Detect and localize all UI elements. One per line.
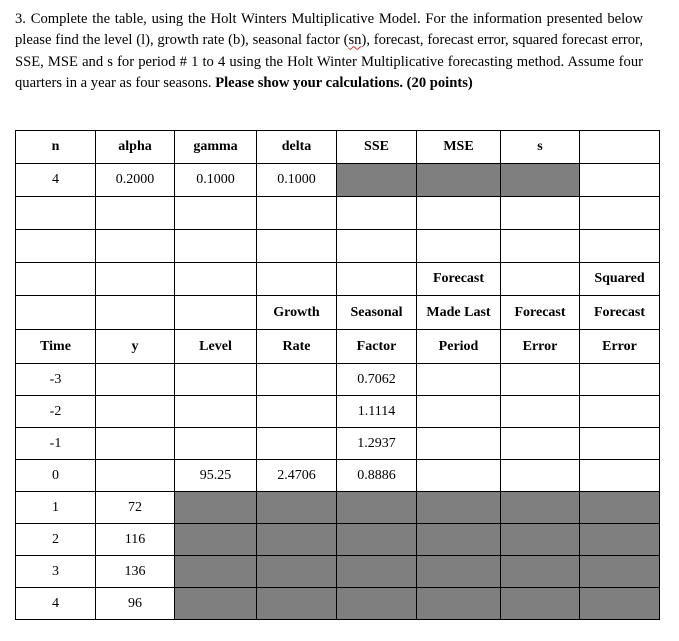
table-row bbox=[16, 428, 660, 460]
header-gamma: gamma bbox=[175, 131, 257, 164]
cell-level bbox=[175, 364, 257, 396]
cell-y: 136 bbox=[96, 556, 175, 588]
col-forecast-3: Forecast bbox=[580, 296, 660, 330]
cell-y: 96 bbox=[96, 588, 175, 620]
col-seasonal: Seasonal bbox=[337, 296, 417, 330]
question-part-1: 3. Complete the table, using the Holt Winters Multiplicative Model. For the information presented below please find the level (l), growth rate (b), seasonal factor ( bbox=[15, 11, 643, 49]
col-rate: Rate bbox=[257, 330, 337, 364]
blank-row bbox=[16, 197, 660, 230]
value-mse bbox=[417, 164, 501, 197]
header-sse: SSE bbox=[337, 131, 417, 164]
table-row bbox=[16, 492, 660, 524]
table-row bbox=[16, 556, 660, 588]
cell-y bbox=[96, 396, 175, 428]
col-forecast-1: Forecast bbox=[417, 263, 501, 296]
value-alpha: 0.2000 bbox=[96, 164, 175, 197]
col-factor: Factor bbox=[337, 330, 417, 364]
cell-time: -2 bbox=[16, 396, 96, 428]
cell-y bbox=[96, 460, 175, 492]
question-text bbox=[15, 9, 643, 94]
column-header-row-1 bbox=[16, 263, 660, 296]
params-header-row bbox=[16, 131, 660, 164]
header-n: n bbox=[16, 131, 96, 164]
col-made-last: Made Last bbox=[417, 296, 501, 330]
blank-row bbox=[16, 230, 660, 263]
table-row bbox=[16, 364, 660, 396]
cell-level: 95.25 bbox=[175, 460, 257, 492]
col-squared-1: Squared bbox=[580, 263, 660, 296]
value-n: 4 bbox=[16, 164, 96, 197]
cell-time: 1 bbox=[16, 492, 96, 524]
cell-factor: 1.1114 bbox=[337, 396, 417, 428]
col-sq-error: Error bbox=[580, 330, 660, 364]
col-error: Error bbox=[501, 330, 580, 364]
value-gamma: 0.1000 bbox=[175, 164, 257, 197]
params-value-row bbox=[16, 164, 660, 197]
cell-rate bbox=[257, 396, 337, 428]
cell-level bbox=[175, 396, 257, 428]
holt-winters-table bbox=[15, 130, 660, 620]
table-row bbox=[16, 524, 660, 556]
cell-time: -3 bbox=[16, 364, 96, 396]
cell-rate bbox=[257, 364, 337, 396]
value-s bbox=[501, 164, 580, 197]
header-alpha: alpha bbox=[96, 131, 175, 164]
question-sn: sn bbox=[348, 32, 362, 49]
value-empty bbox=[580, 164, 660, 197]
cell-time: 2 bbox=[16, 524, 96, 556]
column-header-row-2 bbox=[16, 296, 660, 330]
cell-rate: 2.4706 bbox=[257, 460, 337, 492]
cell-factor: 0.8886 bbox=[337, 460, 417, 492]
cell-y: 72 bbox=[96, 492, 175, 524]
col-y: y bbox=[96, 330, 175, 364]
cell-y: 116 bbox=[96, 524, 175, 556]
cell-y bbox=[96, 364, 175, 396]
cell-time: -1 bbox=[16, 428, 96, 460]
col-forecast-2: Forecast bbox=[501, 296, 580, 330]
cell-level bbox=[175, 428, 257, 460]
question-part-2: ), forecast, forecast error, squared forecast error, SSE, MSE and s for period # 1 to 4 using the Holt Winter Multiplicative forecasting method. Assume four quarters in a year as four seasons. bbox=[15, 32, 643, 91]
header-s: s bbox=[501, 131, 580, 164]
cell-rate bbox=[257, 428, 337, 460]
value-delta: 0.1000 bbox=[257, 164, 337, 197]
col-growth: Growth bbox=[257, 296, 337, 330]
cell-time: 3 bbox=[16, 556, 96, 588]
table-row bbox=[16, 460, 660, 492]
header-mse: MSE bbox=[417, 131, 501, 164]
cell-time: 0 bbox=[16, 460, 96, 492]
cell-factor: 1.2937 bbox=[337, 428, 417, 460]
table-row bbox=[16, 588, 660, 620]
value-sse bbox=[337, 164, 417, 197]
cell-time: 4 bbox=[16, 588, 96, 620]
header-delta: delta bbox=[257, 131, 337, 164]
question-points: Please show your calculations. (20 points) bbox=[215, 74, 473, 91]
col-time: Time bbox=[16, 330, 96, 364]
cell-factor: 0.7062 bbox=[337, 364, 417, 396]
column-header-row-3 bbox=[16, 330, 660, 364]
cell-y bbox=[96, 428, 175, 460]
header-empty bbox=[580, 131, 660, 164]
col-level: Level bbox=[175, 330, 257, 364]
table-row bbox=[16, 396, 660, 428]
col-period: Period bbox=[417, 330, 501, 364]
